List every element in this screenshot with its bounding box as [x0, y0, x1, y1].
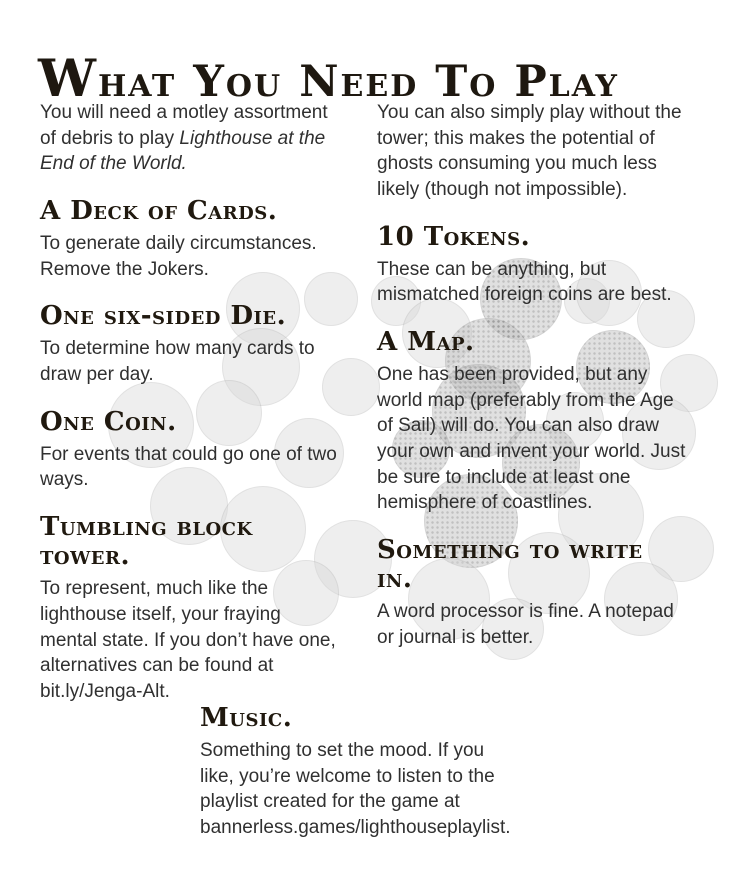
page-title: What You Need To Play [38, 48, 619, 109]
intro-text: You will need a motley assortment of debris to play [40, 102, 328, 149]
heading-ten-tokens: 10 Tokens. [377, 221, 531, 252]
heading-one-coin: One Coin. [40, 406, 177, 437]
left-column [40, 100, 342, 705]
heading-a-map: A Map. [377, 326, 475, 357]
body-tumbling-block-tower: To represent, much like the lighthouse itself, your fraying mental state. If you don’t have one, alternatives can be found at bit.ly/Jenga-Alt. [40, 578, 336, 702]
heading-tumbling-block-tower [40, 513, 342, 571]
body-something-to-write-in: A word processor is fine. A notepad or journal is better. [377, 601, 674, 648]
heading-tower-line1: Tumbling block [40, 512, 253, 543]
body-ten-tokens: These can be anything, but mismatched foreign coins are best. [377, 258, 672, 306]
music-section [200, 704, 522, 841]
heading-tower-line2: tower. [40, 541, 131, 572]
heading-music: Music. [200, 703, 293, 733]
intro-paragraph [40, 100, 342, 177]
heading-six-sided-die: One six-sided Die. [40, 301, 287, 332]
body-six-sided-die: To determine how many cards to draw per day. [40, 338, 315, 386]
body-deck-of-cards: To generate daily circumstances. Remove the Jokers. [40, 233, 317, 280]
heading-write-line1: Something to write [377, 534, 643, 565]
body-music: Something to set the mood. If you like, you’re welcome to listen to the playlist created for the game at bannerless.games/lighthouseplaylist. [200, 740, 511, 839]
game-title-italic: Lighthouse at the End of the World. [40, 127, 326, 175]
right-column [377, 100, 691, 650]
heading-something-to-write-in [377, 536, 691, 594]
heading-write-line2: in. [377, 564, 413, 595]
intro-paragraph-right: You can also simply play without the tower; this makes the potential of ghosts consuming you much less likely (though not impossible). [377, 102, 682, 200]
body-a-map: One has been provided, but any world map (preferably from the Age of Sail) will do. You can also draw your own and invent your world. Just be sure to include at least one hemisphere of coastlines. [377, 364, 686, 514]
body-one-coin: For events that could go one of two ways. [40, 443, 337, 491]
heading-deck-of-cards: A Deck of Cards. [40, 195, 278, 226]
